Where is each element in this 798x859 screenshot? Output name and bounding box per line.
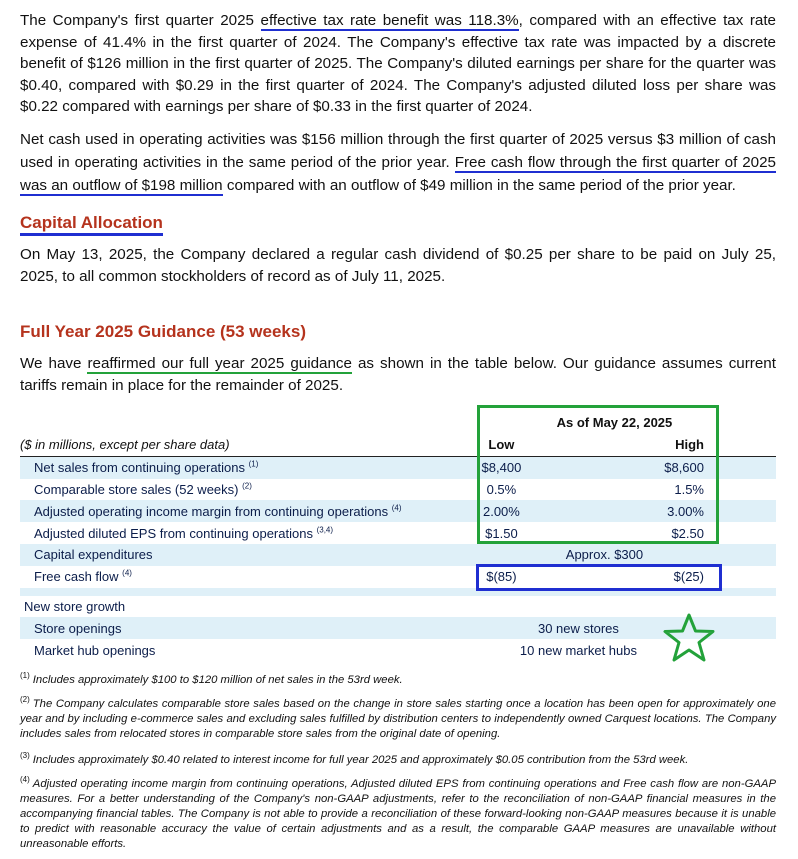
table-spacer-row — [20, 588, 776, 596]
footnote-text: Includes approximately $0.40 related to interest income for full year 2025 and approximately $0.05 contribution from the 53rd week. — [32, 753, 689, 766]
low-value: 0.5% — [486, 481, 517, 497]
footnote-text: Includes approximately $100 to $120 million of net sales in the 53rd week. — [32, 673, 403, 686]
high-value: $8,600 — [611, 456, 776, 478]
as-of-date: As of May 22, 2025 — [556, 414, 673, 430]
low-value: $1.50 — [485, 525, 518, 541]
high-value: $(25) — [673, 569, 704, 585]
table-row — [20, 617, 776, 639]
capital-allocation-heading — [20, 213, 163, 233]
growth-value: 10 new market hubs — [519, 642, 637, 658]
table-row — [20, 566, 776, 588]
text-span: compared with an outflow of $49 million in the same period of the prior year. — [222, 177, 736, 194]
row-label: Store openings — [20, 617, 453, 639]
units-note: ($ in millions, except per share data) — [20, 434, 453, 456]
table-row — [20, 522, 776, 544]
high-header: High — [611, 434, 776, 456]
text-span: , compared with an effective tax rate expense of 41.4% in the first quarter of 2024. The Company's effective tax rate was impacted by a discrete benefit of $126 million in the first quarter of 2025. The Company's diluted earnings per share for the quarter was $0.40, compared with $0.29 in the first quarter of 2024. The Company's adjusted diluted loss per share was $0.22 compared with earnings per share of $0.33 in the first quarter of 2024. — [20, 12, 776, 115]
capital-allocation-text: On May 13, 2025, the Company declared a regular cash dividend of $0.25 per share to be paid on July 25, 2025, to all common stockholders of record as of July 11, 2025. — [20, 246, 776, 285]
heading-text: Capital Allocation — [20, 213, 163, 236]
table-header-row — [20, 434, 776, 456]
table-row — [20, 596, 776, 618]
low-header: Low — [453, 434, 550, 456]
growth-header: New store growth — [24, 598, 126, 614]
footnote-mark: (4) — [20, 775, 30, 784]
table-row — [20, 639, 776, 661]
text-span: The Company's first quarter 2025 — [20, 12, 261, 29]
row-label: Adjusted operating income margin from continuing operations — [34, 503, 389, 519]
footnote-4 — [20, 772, 776, 852]
high-value: 1.5% — [674, 481, 704, 497]
footnote-ref: (3,4) — [316, 525, 334, 535]
footnote-ref: (2) — [242, 481, 252, 491]
row-label: Free cash flow — [34, 569, 119, 585]
table-row — [20, 479, 776, 501]
table-row — [20, 456, 776, 478]
guidance-heading: Full Year 2025 Guidance (53 weeks) — [20, 322, 307, 341]
footnote-mark: (1) — [20, 671, 30, 680]
footnote-text: The Company calculates comparable store sales based on the change in store sales starting once a location has been open for approximately one year and by including e-commerce sales and excluding sales fulfilled by distribution centers to independently owned Carquest locations. The Company includes sales from relocated stores in comparable store sales from the original date of opening. — [20, 697, 776, 740]
footnote-ref: (1) — [248, 459, 259, 469]
row-label: Net sales from continuing operations — [34, 460, 246, 476]
cash-flow-paragraph — [20, 128, 776, 197]
footnote-text: Adjusted operating income margin from continuing operations, Adjusted diluted EPS from continuing operations and Free cash flow are non-GAAP measures. For a better understanding of the Company's non-GAAP adjustments, refer to the reconciliation of non-GAAP financial measures in the accompanying financial tables. The Company is not able to provide a reconciliation of these forward-looking non-GAAP measures because it is unable to predict with reasonable accuracy the value of certain adjustments and as a result, the comparable GAAP measures are unavailable without unreasonable efforts. — [20, 777, 776, 850]
table-header-date — [20, 410, 776, 434]
footnote-ref: (4) — [391, 503, 402, 513]
footnote-3 — [20, 748, 776, 768]
text-span: as shown in the table below. Our guidance assumes current tariffs remain in place for the remainder of 2025. — [20, 355, 776, 394]
low-value: $(85) — [486, 569, 517, 585]
tax-rate-paragraph — [20, 10, 776, 118]
footnote-2 — [20, 692, 776, 742]
table-row — [20, 544, 776, 566]
text-span: We have — [20, 355, 88, 372]
row-label: Comparable store sales (52 weeks) — [34, 481, 239, 497]
highlight-reaffirmed: reaffirmed our full year 2025 guidance — [87, 355, 352, 372]
highlight-free-cash-flow: Free cash flow through the first quarter of 2025 was an outflow of $198 million — [20, 154, 776, 194]
high-value: 3.00% — [611, 500, 776, 522]
low-value: $8,400 — [453, 456, 550, 478]
guidance-intro — [20, 353, 776, 397]
footnote-1 — [20, 668, 776, 688]
low-value: 2.00% — [453, 500, 550, 522]
footnote-mark: (2) — [20, 695, 30, 704]
row-label: Adjusted diluted EPS from continuing operations — [34, 525, 313, 541]
row-label: Capital expenditures — [20, 544, 453, 566]
text-span: Net cash used in operating activities was $156 million through the first quarter of 2025 versus $3 million of cash used in operating activities in the same period of the prior year. — [20, 131, 776, 171]
table-row — [20, 500, 776, 522]
footnote-ref: (4) — [122, 568, 132, 578]
footnote-mark: (3) — [20, 751, 30, 760]
high-value: $2.50 — [671, 525, 704, 541]
row-label: Market hub openings — [34, 642, 156, 658]
highlight-tax-rate: effective tax rate benefit was 118.3% — [260, 12, 519, 29]
growth-value: 30 new stores — [453, 617, 776, 639]
guidance-table — [20, 410, 776, 661]
combined-value: Approx. $300 — [453, 544, 776, 566]
